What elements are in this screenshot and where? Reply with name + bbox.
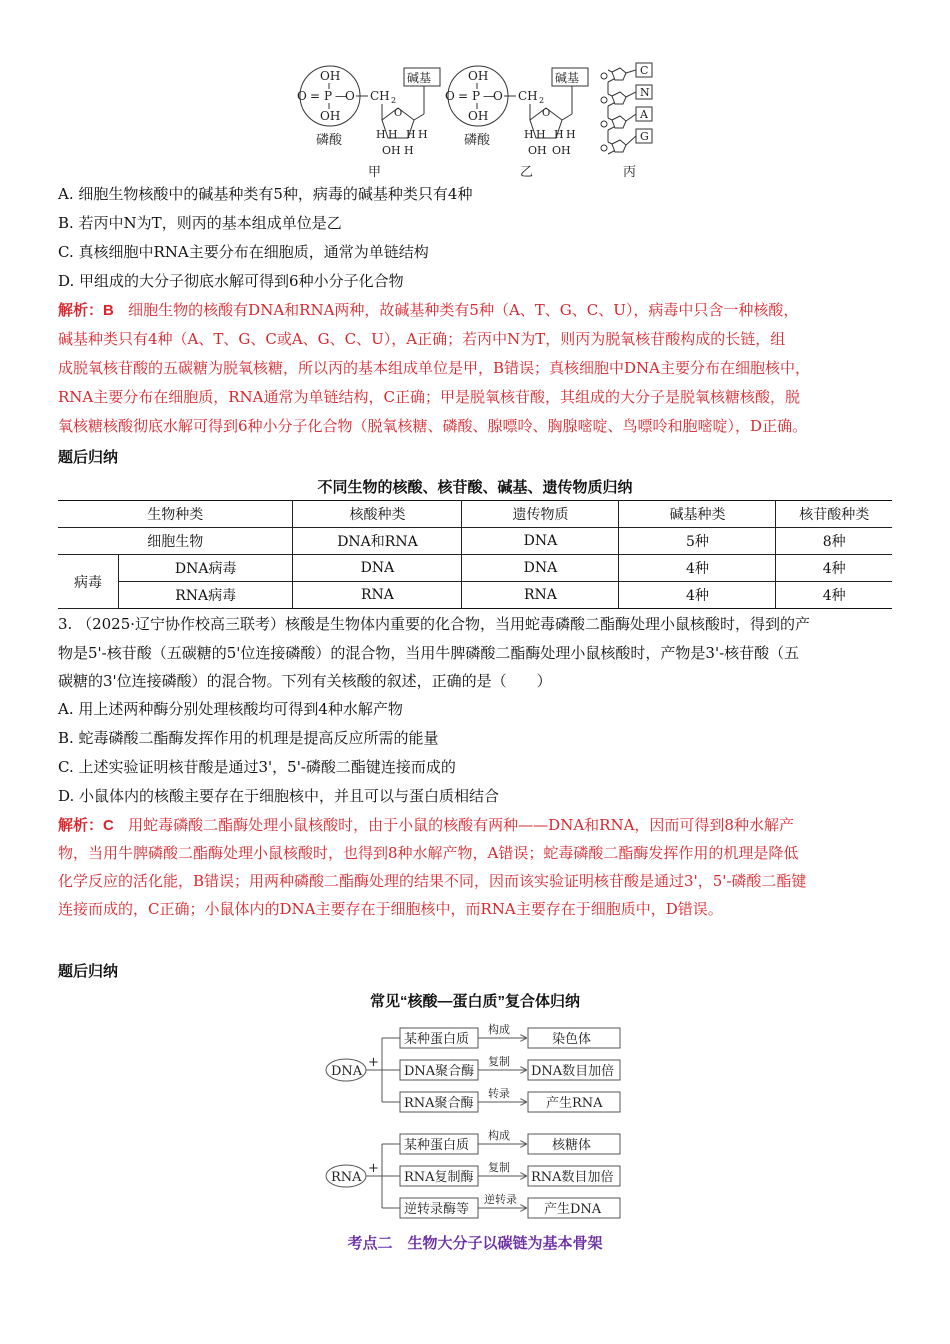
svg-text:碱基: 碱基	[407, 71, 432, 85]
svg-text:复制: 复制	[488, 1055, 510, 1068]
table-cell: RNA病毒	[119, 582, 293, 609]
svg-text:2: 2	[391, 96, 397, 105]
svg-text:=: =	[458, 89, 469, 103]
q2-option-c: C. 真核细胞中RNA主要分布在细胞质，通常为单链结构	[58, 243, 429, 261]
table-cell: DNA和RNA	[293, 528, 462, 555]
nucleotide-chain-bing	[601, 63, 652, 180]
table-cell: DNA	[462, 528, 619, 555]
complex-diagram-title: 常见“核酸—蛋白质”复合体归纳	[369, 993, 580, 1010]
svg-text:逆转录: 逆转录	[484, 1193, 517, 1206]
svg-text:RNA: RNA	[331, 1170, 362, 1185]
svg-text:磷酸: 磷酸	[316, 133, 343, 148]
table-cell: DNA	[462, 555, 619, 582]
svg-text:H: H	[524, 128, 534, 141]
summary-table	[58, 500, 892, 609]
svg-text:CH: CH	[518, 89, 538, 103]
svg-text:DNA: DNA	[331, 1064, 363, 1079]
svg-text:H: H	[418, 128, 428, 141]
svg-text:产生RNA: 产生RNA	[546, 1096, 603, 1111]
table-cell: 4种	[776, 582, 892, 609]
svg-text:P: P	[472, 89, 481, 103]
label-bing: 丙	[623, 165, 637, 180]
q2-answer: B	[103, 302, 114, 319]
svg-text:—: —	[483, 89, 495, 103]
svg-text:DNA聚合酶: DNA聚合酶	[404, 1064, 475, 1079]
svg-text:O: O	[445, 89, 455, 103]
summary-heading-2: 题后归纳	[58, 963, 119, 980]
svg-text:2: 2	[539, 96, 545, 105]
table-cell: 4种	[619, 555, 776, 582]
complex-diagram	[320, 1018, 640, 1224]
svg-text:G: G	[640, 130, 649, 143]
svg-text:OH: OH	[382, 144, 401, 157]
table-cell: 8种	[776, 528, 892, 555]
q3-stem-line-2: 物是5'-核苷酸（五碳糖的5'位连接磷酸）的混合物，当用牛脾磷酸二酯酶处理小鼠核酸时，产物是3'-核苷酸（五	[58, 644, 800, 662]
svg-text:磷酸: 磷酸	[464, 133, 491, 148]
svg-text:O: O	[493, 89, 503, 103]
table-header-cell: 遗传物质	[462, 501, 619, 528]
svg-text:RNA数目加倍: RNA数目加倍	[531, 1170, 614, 1185]
q2-option-b: B. 若丙中N为T，则丙的基本组成单位是乙	[58, 214, 342, 232]
svg-text:OH: OH	[468, 109, 489, 123]
svg-text:H: H	[376, 128, 386, 141]
label-jia: 甲	[368, 165, 382, 180]
label-yi: 乙	[520, 165, 534, 180]
svg-text:转录: 转录	[488, 1087, 510, 1100]
section-title: 考点二 生物大分子以碳链为基本骨架	[347, 1235, 603, 1252]
svg-text:复制: 复制	[488, 1161, 510, 1174]
svg-text:C: C	[640, 64, 649, 77]
analysis-label: 解析：	[58, 817, 104, 834]
svg-text:OH: OH	[468, 69, 489, 83]
q3-option-b: B. 蛇毒磷酸二酯酶发挥作用的机理是提高反应所需的能量	[58, 729, 439, 747]
svg-text:DNA数目加倍: DNA数目加倍	[531, 1064, 615, 1079]
svg-text:OH: OH	[320, 109, 341, 123]
svg-text:—: —	[335, 89, 347, 103]
q3-option-c: C. 上述实验证明核苷酸是通过3'，5'-磷酸二酯键连接而成的	[58, 758, 456, 776]
svg-text:H: H	[554, 128, 564, 141]
q2-analysis-line-2: 碱基种类只有4种（A、T、G、C或A、G、C、U），A正确；若丙中N为T，则丙为脱氧核苷酸构成的长链，组	[58, 330, 786, 348]
analysis-label: 解析：	[58, 302, 104, 319]
svg-text:N: N	[640, 86, 650, 99]
svg-text:构成: 构成	[488, 1023, 510, 1036]
svg-text:P: P	[324, 89, 333, 103]
q2-analysis-line-1: 解析：B 细胞生物的核酸有DNA和RNA两种，故碱基种类有5种（A、T、G、C、U），病毒中只含一种核酸，	[58, 301, 799, 319]
svg-text:A: A	[640, 108, 648, 121]
q2-option-a: A. 细胞生物核酸中的碱基种类有5种，病毒的碱基种类只有4种	[58, 185, 473, 203]
svg-text:H: H	[566, 128, 576, 141]
svg-text:+: +	[368, 1161, 379, 1176]
svg-text:RNA复制酶: RNA复制酶	[404, 1170, 474, 1185]
svg-text:OH: OH	[528, 144, 547, 157]
q3-answer: C	[103, 817, 114, 834]
svg-text:OH: OH	[320, 69, 341, 83]
svg-text:染色体: 染色体	[552, 1032, 592, 1047]
table-row	[58, 582, 892, 609]
q2-analysis-line-3: 成脱氧核苷酸的五碳糖为脱氧核糖，所以丙的基本组成单位是甲，B错误；真核细胞中DNA主要分布在细胞核中，	[58, 359, 811, 377]
svg-text:O: O	[542, 108, 551, 119]
table-header-cell: 生物种类	[58, 501, 293, 528]
table-cell: RNA	[462, 582, 619, 609]
svg-text:构成: 构成	[488, 1129, 510, 1142]
q3-option-a: A. 用上述两种酶分别处理核酸均可得到4种水解产物	[58, 700, 403, 718]
svg-text:RNA聚合酶: RNA聚合酶	[404, 1096, 474, 1111]
table-cell: 4种	[776, 555, 892, 582]
nucleotide-jia	[297, 66, 440, 180]
summary-heading-1: 题后归纳	[58, 449, 119, 466]
q2-analysis-line-4: RNA主要分布在细胞质，RNA通常为单链结构，C正确；甲是脱氧核苷酸，其组成的大分子是脱氧核糖核酸，脱	[58, 388, 800, 406]
table-cell: DNA病毒	[119, 555, 293, 582]
table-header-cell: 碱基种类	[619, 501, 776, 528]
q2-analysis-line-5: 氧核糖核酸彻底水解可得到6种小分子化合物（脱氧核糖、磷酸、腺嘌呤、胸腺嘧啶、鸟嘌呤和胞嘧啶），D正确。	[58, 417, 808, 435]
nucleotide-figure	[290, 60, 670, 180]
svg-text:产生DNA: 产生DNA	[544, 1202, 602, 1217]
q3-stem-line-3: 碳糖的3'位连接磷酸）的混合物。下列有关核酸的叙述，正确的是（ ）	[58, 672, 552, 690]
table-cell: RNA	[293, 582, 462, 609]
svg-text:O: O	[345, 89, 355, 103]
q3-analysis-line-4: 连接而成的，C正确；小鼠体内的DNA主要存在于细胞核中，而RNA主要存在于细胞质中，D错误。	[58, 900, 723, 918]
table-header-cell: 核苷酸种类	[776, 501, 892, 528]
svg-text:=: =	[310, 89, 321, 103]
table-row	[58, 555, 892, 582]
svg-text:H: H	[404, 144, 414, 157]
svg-text:某种蛋白质: 某种蛋白质	[404, 1138, 470, 1153]
table-cell: DNA	[293, 555, 462, 582]
svg-text:H: H	[388, 128, 398, 141]
summary-table-title: 不同生物的核酸、核苷酸、碱基、遗传物质归纳	[317, 479, 633, 496]
q3-option-d: D. 小鼠体内的核酸主要存在于细胞核中，并且可以与蛋白质相结合	[58, 787, 500, 805]
q3-analysis-line-1: 解析：C 用蛇毒磷酸二酯酶处理小鼠核酸时，由于小鼠的核酸有两种——DNA和RNA，因而可得到8种水解产	[58, 816, 794, 834]
svg-text:+: +	[368, 1055, 379, 1070]
nucleotide-yi	[445, 66, 588, 180]
dna-group	[326, 1022, 620, 1112]
svg-text:O: O	[297, 89, 307, 103]
table-row	[58, 528, 892, 555]
rna-group	[326, 1128, 620, 1218]
svg-text:逆转录酶等: 逆转录酶等	[404, 1202, 470, 1217]
table-header-cell: 核酸种类	[293, 501, 462, 528]
table-cell: 细胞生物	[58, 528, 293, 555]
table-cell: 4种	[619, 582, 776, 609]
q3-stem-line-1: 3. （2025·辽宁协作校高三联考）核酸是生物体内重要的化合物，当用蛇毒磷酸二酯酶处理小鼠核酸时，得到的产	[58, 615, 811, 633]
q3-analysis-line-2: 物，当用牛脾磷酸二酯酶处理小鼠核酸时，也得到8种水解产物，A错误；蛇毒磷酸二酯酶发挥作用的机理是降低	[58, 844, 799, 862]
svg-text:OH: OH	[552, 144, 571, 157]
table-cell: 5种	[619, 528, 776, 555]
q3-analysis-line-3: 化学反应的活化能，B错误；用两种磷酸二酯酶处理的结果不同，因而该实验证明核苷酸是通过3'，5'-磷酸二酯键	[58, 872, 807, 890]
svg-text:H: H	[536, 128, 546, 141]
svg-text:CH: CH	[370, 89, 390, 103]
svg-text:碱基: 碱基	[555, 71, 580, 85]
svg-text:H: H	[406, 128, 416, 141]
svg-text:核糖体: 核糖体	[552, 1138, 592, 1153]
q2-option-d: D. 甲组成的大分子彻底水解可得到6种小分子化合物	[58, 272, 404, 290]
table-header-row	[58, 501, 892, 528]
table-cell-virus: 病毒	[58, 555, 119, 609]
svg-text:某种蛋白质: 某种蛋白质	[404, 1032, 470, 1047]
svg-text:O: O	[394, 108, 403, 119]
